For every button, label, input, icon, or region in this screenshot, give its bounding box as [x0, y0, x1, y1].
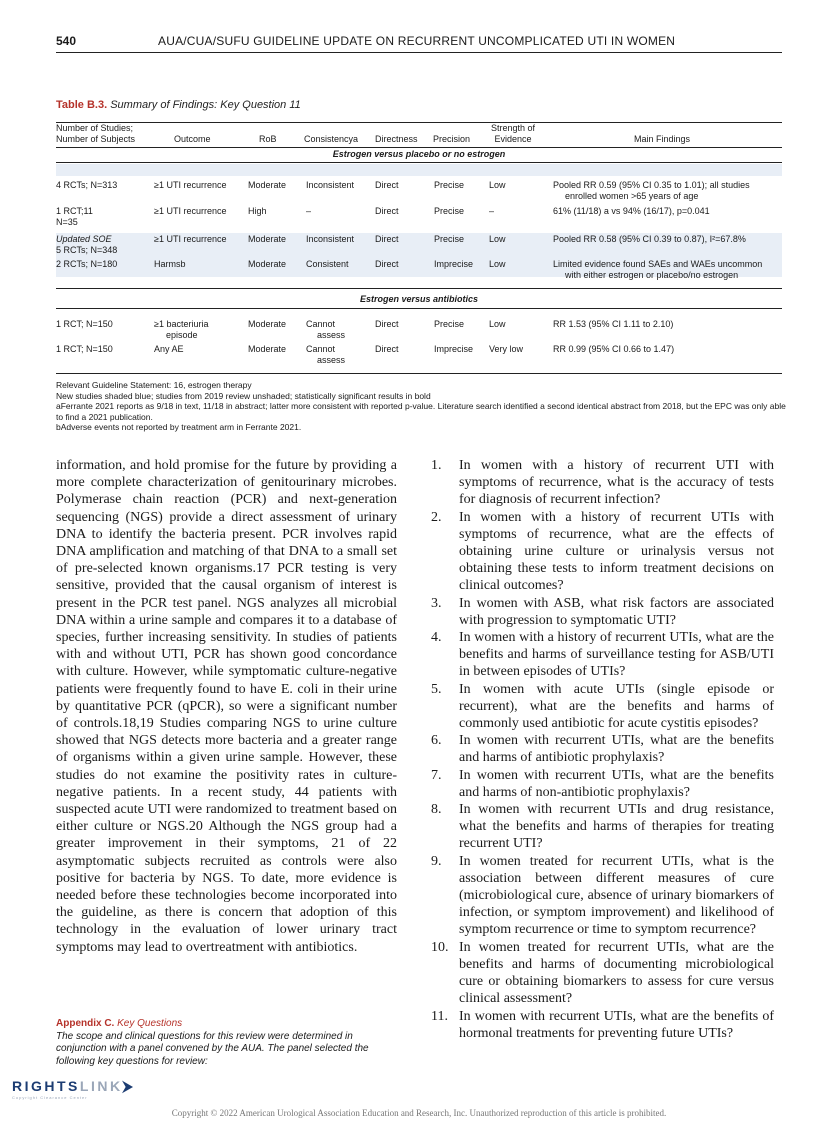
table-title: Summary of Findings: Key Question 11 — [110, 99, 301, 111]
list-item: 9. In women treated for recurrent UTIs, what is the association between different measures of cure (microbiological cure, absence of urinary biomarkers of infection, or symptom improvement) and likelihood of symptom recurrence or time to symptom recurrence? — [431, 853, 774, 938]
list-item: 7. In women with recurrent UTIs, what are the benefits and harms of non-antibiotic prophylaxis? — [431, 767, 774, 800]
table-row-4-outcome: Harmsb — [154, 259, 186, 269]
list-item: 5. In women with acute UTIs (single episode or recurrent), what are the benefits and harms of commonly used antibiotic for acute cystitis episodes? — [431, 681, 774, 732]
table-row-4-findings: Limited evidence found SAEs and WAEs uncommon with either estrogen or placebo/no estrogen — [553, 259, 763, 280]
header-rule — [56, 52, 782, 53]
rule-header — [56, 147, 782, 148]
table-label: Table B.3. — [56, 99, 108, 111]
appendix-c — [56, 1018, 398, 1068]
table-row-2-studies: 1 RCT;11 N=35 — [56, 206, 93, 227]
table-row-6-precision: Imprecise — [434, 344, 474, 354]
note-guideline-statement: Relevant Guideline Statement: 16, estrogen therapy — [56, 380, 252, 390]
table-row-5-outcome: ≥1 bacteriuria episode — [154, 319, 209, 340]
col-header-consistency: Consistencya — [304, 134, 359, 144]
table-row-1-consistency: Inconsistent — [306, 180, 355, 190]
table-row-3-studies: Updated SOE 5 RCTs; N=348 — [56, 234, 118, 255]
table-notes — [56, 380, 786, 433]
appendix-body: The scope and clinical questions for this review were determined in conjunction with a panel convened by the AUA. The panel selected the following key questions for review: — [56, 1030, 369, 1067]
list-item: 4. In women with a history of recurrent UTIs, what are the benefits and harms of surveillance testing for ASB/UTI in between episodes of UTIs? — [431, 630, 774, 680]
section-estrogen-vs-antibiotics: Estrogen versus antibiotics — [359, 294, 479, 304]
table-row-2-outcome: ≥1 UTI recurrence — [154, 206, 227, 216]
table-row-3-outcome: ≥1 UTI recurrence — [154, 234, 227, 244]
table-row-1-directness: Direct — [375, 180, 399, 190]
table-row-1-studies: 4 RCTs; N=313 — [56, 180, 118, 190]
section-estrogen-vs-placebo: Estrogen versus placebo or no estrogen — [332, 149, 506, 159]
table-row-5-consistency: Cannot assess — [306, 319, 346, 340]
list-item: 6. In women with recurrent UTIs, what are the benefits and harms of antibiotic prophylaxis? — [431, 733, 774, 766]
table-row-1-outcome: ≥1 UTI recurrence — [154, 180, 227, 190]
rule-bottom — [56, 373, 782, 374]
table-row-3-strength: Low — [489, 234, 506, 244]
table-row-5-precision: Precise — [434, 319, 465, 329]
table-row-2-findings: 61% (11/18) a vs 94% (16/17), p=0.041 — [553, 206, 710, 216]
table-row-6-outcome: Any AE — [154, 344, 184, 354]
col-header-outcome: Outcome — [174, 134, 211, 144]
rule-pre-section2 — [56, 288, 782, 289]
col-header-findings: Main Findings — [634, 134, 691, 144]
table-row-3-rob: Moderate — [248, 234, 287, 244]
col-header-precision: Precision — [433, 134, 471, 144]
table-row-2-precision: Precise — [434, 206, 465, 216]
col-header-rob: RoB — [259, 134, 277, 144]
table-row-4-directness: Direct — [375, 259, 399, 269]
table-row-1-strength: Low — [489, 180, 506, 190]
table-row-4-precision: Imprecise — [434, 259, 474, 269]
table-row-3-consistency: Inconsistent — [306, 234, 355, 244]
page-number: 540 — [56, 34, 77, 48]
table-row-2-consistency: – — [306, 206, 312, 216]
list-item: 1. In women with a history of recurrent UTI with symptoms of recurrence, what is the accuracy of tests for diagnosis of recurrent infection? — [431, 458, 774, 508]
rule-section1 — [56, 162, 782, 163]
table-row-5-strength: Low — [489, 319, 506, 329]
table-row-2-strength: – — [489, 206, 495, 216]
table-row-6-strength: Very low — [489, 344, 524, 354]
rule-top — [56, 122, 782, 123]
list-item: 11. In women with recurrent UTIs, what are the benefits of hormonal treatments for preventing future UTIs? — [431, 1008, 774, 1041]
col-header-studies: Number of Studies; Number of Subjects — [56, 123, 136, 144]
list-item: 8. In women with recurrent UTIs and drug resistance, what the benefits and harms of therapies for treating recurrent UTI? — [431, 802, 774, 852]
list-item: 3. In women with ASB, what risk factors are associated with progression to symptomatic UTI? — [431, 595, 774, 628]
table-row-4-strength: Low — [489, 259, 506, 269]
copyright-notice: Copyright © 2022 American Urological Association Education and Research, Inc. Unauthorized reproduction of this article is prohibited. — [171, 1108, 667, 1118]
rule-section2 — [56, 308, 782, 309]
note-footnote-a: aFerrante 2021 reports as 9/18 in text, 11/18 in abstract; latter more consistent with reported p-value. Literature search identified a second identical abstract from 2018, but the EPC was only able to find a 2021 publication. — [56, 401, 786, 422]
left-column-paragraph: information, and hold promise for the future by providing a more complete characterization of genitourinary microbes. Polymerase chain reaction (PCR) and next-generation sequencing (NGS) provide a direct assessment of urinary DNA to identify the bacteria present. PCR involves rapid DNA amplification and matching of that DNA to a small set of pre-selected known organisms.17 PCR testing is very sensitive, provided that the causal organism of interest is present in the PCR test panel. NGS analyzes all microbial DNA within a urine sample and compares it to a database of species, further increasing sensitivity. In studies of patients with and without UTI, PCR has shown good concordance with culture. However, while symptomatic culture-negative patients were frequently found to have E. coli in their urine by quantitative PCR (qPCR), so were a significant number of controls.18,19 Studies comparing NGS to urine culture showed that NGS detects more bacteria and a greater range of organisms within a given urine sample. However, these studies do not examine the positivity rates in culture-negative patients. In a recent study, 44 patients with suspected acute UTI were randomized to treatment based on either culture or NGS.20 Although the NGS group had a greater improvement in their symptoms, 21 of 22 asymptomatic subjects recruited as controls were also positive for bacteria by NGS. To date, more evidence is needed before these technologies become incorporated into the guideline, as there is concern that adoption of this technology in the evaluation of lower urinary tract symptoms may lead to overtreatment with antibiotics. — [56, 458, 397, 955]
key-questions-list — [431, 457, 774, 1042]
running-title: AUA/CUA/SUFU GUIDELINE UPDATE ON RECURRENT UNCOMPLICATED UTI IN WOMEN — [158, 34, 676, 48]
table-row-6-rob: Moderate — [248, 344, 287, 354]
table-row-4-rob: Moderate — [248, 259, 287, 269]
table-caption — [56, 99, 301, 111]
rightslink-logo[interactable]: RIGHTSLINK⮞ Copyright Clearance Center — [12, 1078, 136, 1100]
col-header-directness: Directness — [375, 134, 418, 144]
table-row-1-rob: Moderate — [248, 180, 287, 190]
table-row-5-findings: RR 1.53 (95% CI 1.11 to 2.10) — [553, 319, 674, 329]
table-row-6-consistency: Cannot assess — [306, 344, 346, 365]
table-row-4-consistency: Consistent — [306, 259, 349, 269]
table-row-3-precision: Precise — [434, 234, 465, 244]
table-row-2-rob: High — [248, 206, 267, 216]
col-header-strength: Strength of Evidence — [490, 123, 536, 144]
note-footnote-b: bAdverse events not reported by treatment arm in Ferrante 2021. — [56, 422, 302, 432]
table-row-3-findings: Pooled RR 0.58 (95% CI 0.39 to 0.87), I²=67.8% — [553, 234, 746, 244]
appendix-heading: Appendix C. Key Questions — [56, 1018, 183, 1029]
table-row-4-studies: 2 RCTs; N=180 — [56, 259, 118, 269]
list-item: 10. In women treated for recurrent UTIs, what are the benefits and harms of documenting microbiological cure or obtaining biomarkers to assess for cure versus clinical assessment? — [431, 939, 774, 1007]
table-row-5-studies: 1 RCT; N=150 — [56, 319, 113, 329]
note-shading: New studies shaded blue; studies from 2019 review unshaded; statistically significant results in bold — [56, 390, 431, 401]
table-row-5-rob: Moderate — [248, 319, 287, 329]
summary-table — [56, 116, 782, 376]
shade-row-1 — [56, 164, 782, 176]
table-row-6-findings: RR 0.99 (95% CI 0.66 to 1.47) — [553, 344, 675, 354]
table-row-5-directness: Direct — [375, 319, 399, 329]
list-item: 2. In women with a history of recurrent UTIs with symptoms of recurrence, what are the effects of obtaining urine culture or urinalysis versus not obtaining these tests to inform treatment decisions on clinical outcomes? — [431, 509, 774, 594]
table-row-2-directness: Direct — [375, 206, 399, 216]
table-row-6-studies: 1 RCT; N=150 — [56, 344, 113, 354]
table-row-6-directness: Direct — [375, 344, 399, 354]
table-row-1-findings: Pooled RR 0.59 (95% CI 0.35 to 1.01); all studies enrolled women >65 years of age — [553, 180, 750, 201]
table-row-3-directness: Direct — [375, 234, 399, 244]
table-row-1-precision: Precise — [434, 180, 465, 190]
